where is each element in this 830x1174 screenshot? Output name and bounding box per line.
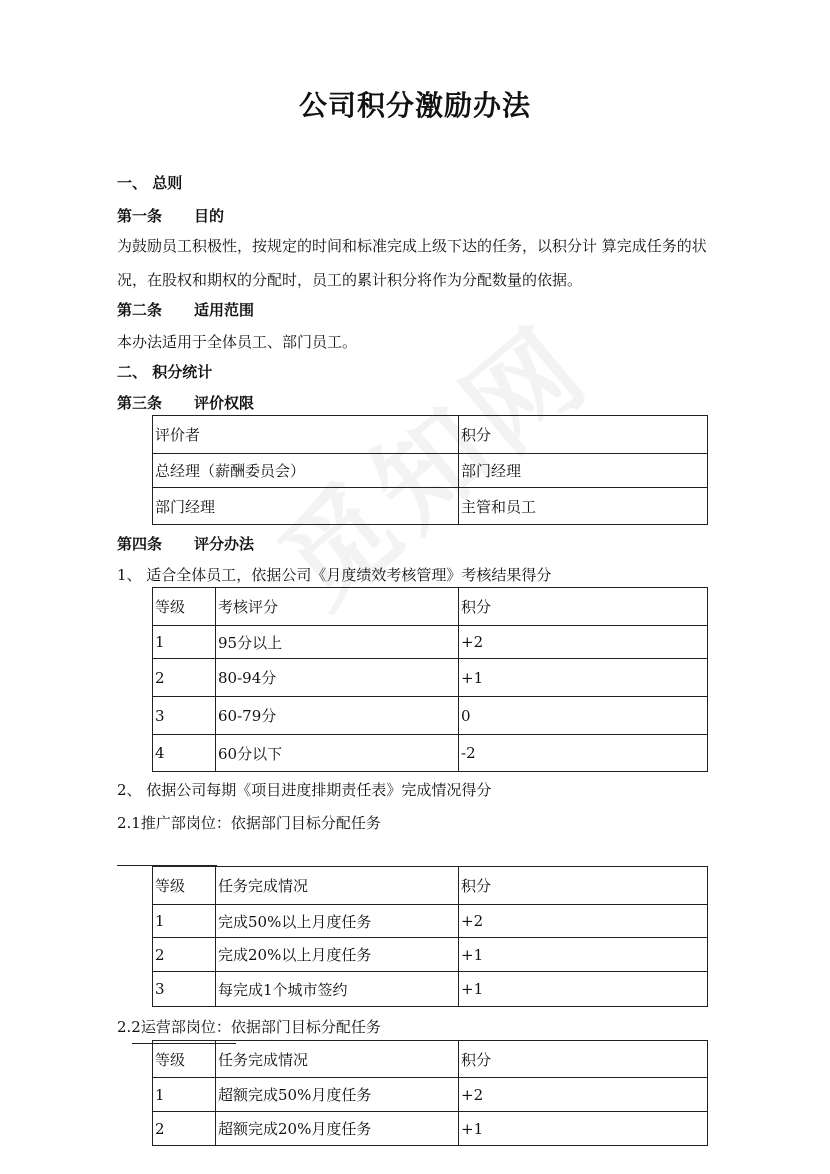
table-row	[153, 972, 708, 1007]
article-1-text: 为鼓励员工积极性，按规定的时间和标准完成上级下达的任务，以积分计 算完成任务的状况，在股权和期权的分配时，员工的累计积分将作为分配数量的依据。	[117, 237, 707, 289]
table-cell: 4	[153, 735, 216, 772]
table-cell: 80-94分	[216, 659, 459, 697]
article-label: 第二条	[117, 301, 163, 319]
table-cell: +1	[459, 1112, 708, 1146]
table-row	[153, 659, 708, 697]
table-cell: 0	[459, 697, 708, 735]
item-2-text: 2、 依据公司每期《项目进度排期责任表》完成情况得分	[117, 781, 492, 799]
table-row	[153, 735, 708, 772]
table-header-cell: 等级	[153, 867, 216, 905]
table-header-cell: 任务完成情况	[216, 867, 459, 905]
table-cell: 每完成1个城市签约	[216, 972, 459, 1007]
table-cell: 3	[153, 697, 216, 735]
table-cell: +2	[459, 905, 708, 938]
section-heading-general: 一、 总则	[117, 174, 183, 192]
article-label: 第一条	[117, 207, 163, 225]
table-header-cell: 等级	[153, 588, 216, 626]
table-header-row	[153, 1041, 708, 1078]
table-cell: 60-79分	[216, 697, 459, 735]
table-row	[153, 938, 708, 972]
table-cell: -2	[459, 735, 708, 772]
table-cell: +1	[459, 938, 708, 972]
table-header-row	[153, 416, 708, 454]
table-cell: 95分以上	[216, 626, 459, 659]
table-header-cell: 积分	[459, 416, 708, 454]
article-4-heading	[117, 533, 254, 554]
table-cell: +1	[459, 972, 708, 1007]
promotion-task-table	[152, 866, 708, 1007]
table-row	[153, 454, 708, 488]
table-header-cell: 评价者	[153, 416, 459, 454]
article-2-heading	[117, 299, 254, 320]
article-1-heading	[117, 205, 224, 226]
table-header-cell: 积分	[459, 1041, 708, 1078]
item-2-1-text: 2.1推广部岗位：依据部门目标分配任务	[117, 814, 381, 832]
table-header-cell: 积分	[459, 588, 708, 626]
document-title: 公司积分激励办法	[298, 89, 531, 122]
article-title: 目的	[194, 207, 225, 225]
table-row	[153, 1078, 708, 1112]
table-cell: 总经理（薪酬委员会）	[153, 454, 459, 488]
table-header-cell: 积分	[459, 867, 708, 905]
evaluator-table	[152, 415, 708, 525]
item-2-2-text: 2.2运营部岗位：依据部门目标分配任务	[117, 1018, 381, 1036]
table-cell: 超额完成50%月度任务	[216, 1078, 459, 1112]
table-cell: 完成50%以上月度任务	[216, 905, 459, 938]
item-1-text: 1、 适合全体员工，依据公司《月度绩效考核管理》考核结果得分	[117, 566, 552, 584]
table-cell: 60分以下	[216, 735, 459, 772]
table-row	[153, 905, 708, 938]
article-label: 第四条	[117, 535, 163, 553]
table-cell: 2	[153, 659, 216, 697]
table-header-cell: 任务完成情况	[216, 1041, 459, 1078]
performance-score-table	[152, 587, 708, 772]
table-cell: 1	[153, 626, 216, 659]
article-label: 第三条	[117, 394, 163, 412]
table-cell: 2	[153, 1112, 216, 1146]
table-cell: 主管和员工	[459, 488, 708, 525]
article-title: 评分办法	[194, 535, 255, 553]
table-cell: 1	[153, 905, 216, 938]
table-row	[153, 626, 708, 659]
table-cell: +1	[459, 659, 708, 697]
table-cell: 部门经理	[459, 454, 708, 488]
table-cell: +2	[459, 626, 708, 659]
table-cell: +2	[459, 1078, 708, 1112]
table-row	[153, 488, 708, 525]
article-2-text: 本办法适用于全体员工、部门员工。	[117, 333, 358, 351]
article-3-heading	[117, 392, 254, 413]
table-cell: 3	[153, 972, 216, 1007]
table-cell: 超额完成20%月度任务	[216, 1112, 459, 1146]
section-heading-points: 二、 积分统计	[117, 363, 213, 381]
table-cell: 完成20%以上月度任务	[216, 938, 459, 972]
table-cell: 部门经理	[153, 488, 459, 525]
table-header-cell: 考核评分	[216, 588, 459, 626]
table-header-row	[153, 867, 708, 905]
operations-task-table	[152, 1040, 708, 1146]
table-row	[153, 1112, 708, 1146]
table-cell: 2	[153, 938, 216, 972]
table-header-cell: 等级	[153, 1041, 216, 1078]
article-title: 评价权限	[194, 394, 255, 412]
table-row	[153, 697, 708, 735]
article-title: 适用范围	[194, 301, 255, 319]
table-cell: 1	[153, 1078, 216, 1112]
table-header-row	[153, 588, 708, 626]
